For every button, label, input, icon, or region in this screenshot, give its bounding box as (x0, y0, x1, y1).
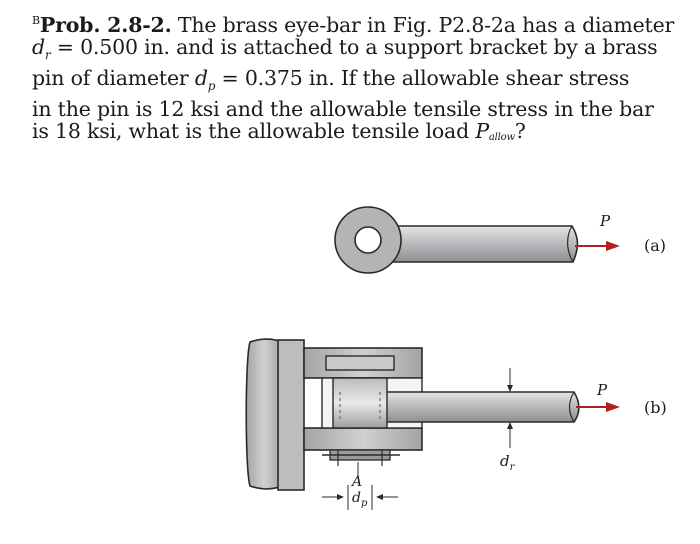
problem-text-2: = 0.500 in. and is attached to a support bracket by a brass (50, 35, 658, 60)
load-arrow-b-head (606, 402, 620, 412)
caption-b: (b) (644, 398, 667, 417)
label-P-b: P (597, 381, 608, 399)
label-d-r-main: d (500, 452, 510, 470)
pin-body (333, 378, 387, 428)
problem-number: Prob. 2.8-2. (39, 12, 172, 37)
label-d-r (500, 452, 514, 473)
dr-dim-bottom-head (507, 422, 513, 429)
label-P-a: P (600, 212, 611, 230)
symbol-P-allow: P (475, 119, 489, 144)
clevis-lower-flange (304, 428, 422, 450)
eye-bar-shaft (385, 226, 577, 262)
symbol-d-p: d (194, 65, 208, 90)
label-d-p-sub: p (360, 497, 368, 509)
symbol-d-p-sub: p (207, 79, 216, 94)
problem-text-1: The brass eye-bar in Fig. P2.8-2a has a diameter (177, 12, 675, 37)
symbol-P-allow-sub: allow (488, 132, 515, 144)
label-A: A (352, 474, 363, 490)
problem-line-4: in the pin is 12 ksi and the allowable tensile stress in the bar (32, 96, 654, 121)
symbol-d-r: d (32, 35, 45, 60)
problem-text-5b: ? (514, 119, 526, 144)
pin-head (326, 356, 394, 370)
problem-text-3b: = 0.375 in. If the allowable shear stress (215, 65, 630, 90)
caption-a: (a) (644, 236, 667, 255)
eye-hole (355, 227, 381, 253)
problem-text-5a: is 18 ksi, what is the allowable tensile load (32, 119, 476, 144)
bracket-plate (278, 340, 304, 490)
label-d-p-main: d (352, 490, 361, 506)
problem-text-3a: pin of diameter (32, 65, 195, 90)
bracket-figure-b (246, 339, 620, 510)
load-arrow-a-head (606, 241, 620, 251)
dp-dim-left-head (337, 494, 344, 500)
label-d-p (352, 490, 367, 509)
bracket-wall (246, 339, 282, 489)
dp-dim-right-head (376, 494, 383, 500)
problem-superscript: B (32, 14, 40, 27)
eye-bar-figure-a (335, 207, 620, 273)
dr-dim-top-head (507, 385, 513, 392)
symbol-d-r-sub: r (44, 48, 51, 63)
label-d-r-sub: r (509, 462, 515, 473)
